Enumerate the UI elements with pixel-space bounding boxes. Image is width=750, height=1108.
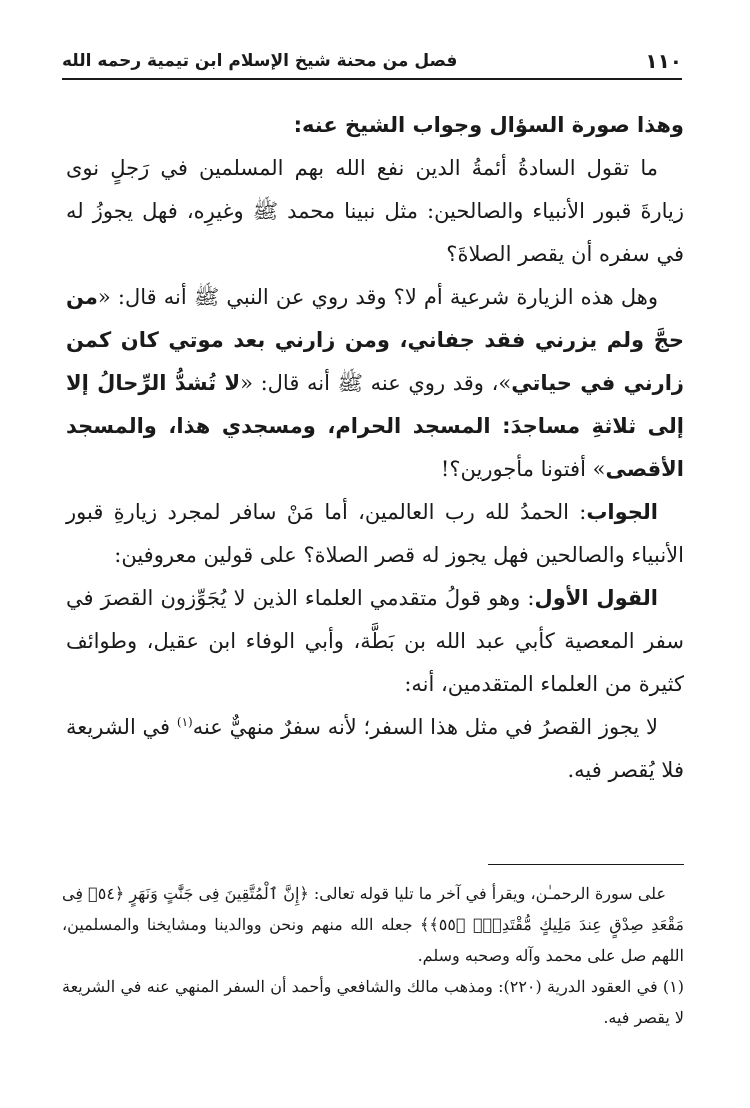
footnote-marker[interactable]: (١)	[176, 715, 193, 729]
running-header	[62, 44, 682, 80]
first-opinion-paragraph	[66, 577, 684, 706]
answer-label: الجواب	[586, 500, 658, 524]
footnote-1: (١) في العقود الدرية (٢٢٠): ومذهب مالك والشافعي وأحمد أن السفر المنهي عنه في الشريعة لا يقصر فيه.	[62, 977, 684, 1027]
question-paragraph-1: ما تقول السادةُ أئمةُ الدين نفع الله بهم المسلمين في رَجلٍ نوى زيارةَ قبور الأنبياء والصالحين: مثل نبينا محمد ﷺ وغيرِه، فهل يجوزُ له في سفره أن يقصر الصلاةَ؟	[66, 156, 684, 266]
footnote-continuation: على سورة الرحمـٰن، ويقرأ في آخر ما تليا قوله تعالى: ﴿إِنَّ ٱلْمُتَّقِينَ فِى جَنَّٰتٍ وَنَهَرٍ ﴿٥٤﴾ فِى مَقْعَدِ صِدْقٍ عِندَ مَلِيكٍ مُّقْتَدِرٍۭ ﴿٥٥﴾﴾ جعله الله منهم ونحن ووالدينا ومشايخنا والمسلمين، اللهم صل على محمد وآله وصحبه وسلم.	[62, 884, 685, 965]
conclusion-text-b: في الشريعة فلا يُقصر فيه.	[66, 715, 684, 782]
conclusion-text-a: لا يجوز القصرُ في مثل هذا السفر؛ لأنه سفرٌ منهيٌّ عنه	[192, 715, 658, 739]
hadith-quote-2: لا تُشدُّ الرِّحالُ إلا إلى ثلاثةِ مساجدَ: المسجد الحرام، ومسجدي هذا، والمسجد الأقصى	[66, 371, 684, 481]
conclusion-paragraph	[66, 706, 684, 792]
main-text	[66, 104, 684, 792]
answer-text: : الحمدُ لله رب العالمين، أما مَنْ سافر لمجرد زيارةِ قبور الأنبياء والصالحين فهل يجوز له قصر الصلاة؟ على قولين معروفين:	[66, 500, 684, 567]
question-text-c: » أفتونا مأجورين؟!	[440, 457, 606, 481]
footnote-separator	[488, 864, 684, 865]
question-text-a: وهل هذه الزيارة شرعية أم لا؟ وقد روي عن النبي ﷺ أنه قال: «	[97, 285, 658, 309]
page-number: ١١٠	[645, 49, 682, 73]
section-heading: وهذا صورة السؤال وجواب الشيخ عنه:	[293, 113, 684, 137]
footnotes	[62, 878, 684, 1033]
first-opinion-text: : وهو قولُ متقدمي العلماء الذين لا يُجَوِّزون القصرَ في سفر المعصية كأبي عبد الله بن بَطَّة، وأبي الوفاء ابن عقيل، وطوائف كثيرة من العلماء المتقدمين، أنه:	[66, 586, 684, 696]
question-text-b: »، وقد روي عنه ﷺ أنه قال: «	[240, 371, 512, 395]
chapter-title: فصل من محنة شيخ الإسلام ابن تيمية رحمه الله	[62, 51, 458, 71]
answer-paragraph	[66, 491, 684, 577]
question-paragraph-2	[66, 276, 684, 491]
hadith-quote-1: من حجَّ ولم يزرني فقد جفاني، ومن زارني بعد موتي كان كمن زارني في حياتي	[66, 285, 684, 395]
first-opinion-label: القول الأول	[534, 586, 658, 610]
